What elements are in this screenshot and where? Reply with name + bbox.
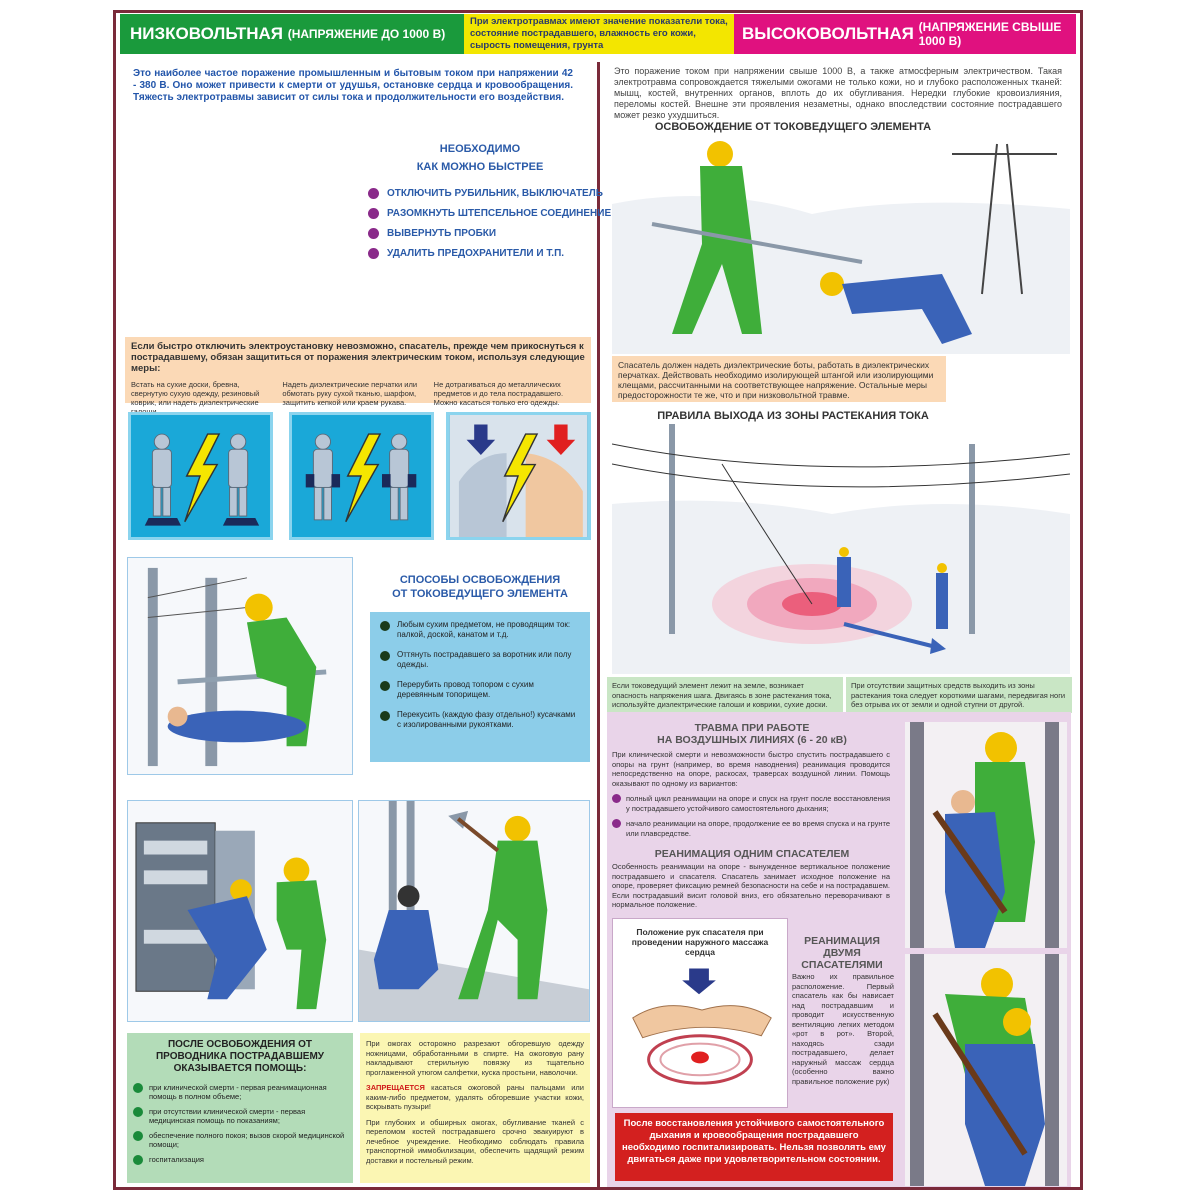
header-middle — [464, 14, 734, 54]
step-voltage-zone-illustration — [612, 424, 1070, 674]
release-caption: Спасатель должен надеть диэлектрические боты, работать в диэлектрических перчатках. Действовать необходимо изолирующей штангой или изолирующими клещами, рассчитанными на соответствующее напряжение. Остальные меры предосторожности те же, что и при низковольтной травме. — [612, 356, 946, 402]
protect-col: Надеть диэлектрические перчатки или обмотать руку сухой тканью, шарфом, защитить кепкой или краем рукава. — [282, 380, 418, 407]
methods-box — [370, 612, 590, 762]
hands-title: Положение рук спасателя при проведении наружного массажа сердца — [631, 927, 769, 957]
method-item: Оттянуть пострадавшего за воротник или полу одежды. — [380, 650, 580, 670]
bullet-icon — [133, 1155, 143, 1165]
urgent-item: УДАЛИТЬ ПРЕДОХРАНИТЕЛИ И Т.П. — [368, 248, 611, 259]
bullet-icon — [133, 1131, 143, 1141]
bullet-icon — [612, 819, 621, 828]
forbid-word: ЗАПРЕЩАЕТСЯ — [366, 1083, 425, 1092]
illustration-cut-wire — [358, 800, 590, 1022]
method-item: Перерубить провод топором с сухим деревянным топорищем. — [380, 680, 580, 700]
method-item: Перекусить (каждую фазу отдельно!) кусачками с изолированными рукоятками. — [380, 710, 580, 730]
bullet-icon — [368, 208, 379, 219]
urgent-title-line2: КАК МОЖНО БЫСТРЕЕ — [416, 161, 544, 173]
protect-head: Если быстро отключить электроустановку невозможно, спасатель, прежде чем прикоснуться к пострадавшему, обязан защититься от поражения электрическим током, используя следующие меры: — [131, 341, 585, 374]
urgent-item: РАЗОМКНУТЬ ШТЕПСЕЛЬНОЕ СОЕДИНЕНИЕ — [368, 208, 611, 219]
zone-caption-right: При отсутствии защитных средств выходить из зоны растекания тока следует короткими шагами, передвигая ноги без отрыва их от земли и одной ступни от другой. — [846, 677, 1072, 713]
trauma-title — [612, 722, 892, 746]
bullet-icon — [612, 794, 621, 803]
bullet-icon — [133, 1107, 143, 1117]
bullet-icon — [380, 651, 390, 661]
illustration-two-rescuers — [905, 954, 1067, 1186]
bullet-icon — [368, 228, 379, 239]
illustration-hv-release — [612, 134, 1070, 354]
dielectric-gloves-icon — [292, 415, 431, 537]
after-help-item: при отсутствии клинической смерти - первая медицинская помощь по показаниям; — [133, 1107, 347, 1125]
urgent-item: ВЫВЕРНУТЬ ПРОБКИ — [368, 228, 611, 239]
two-rescuers-pole-illustration — [905, 954, 1067, 1186]
illustration-pull-with-stick — [127, 557, 353, 775]
two-rescuers-title-line2: ДВУМЯ СПАСАТЕЛЯМИ — [801, 947, 883, 971]
one-rescuer-pole-illustration — [905, 722, 1067, 948]
methods-title — [370, 573, 590, 601]
insulating-mat-icon — [131, 415, 270, 537]
urgent-title-line1: НЕОБХОДИМО — [439, 143, 521, 155]
trauma-text: При клинической смерти и невозможности быстро спустить пострадавшего с опоры на грунт (например, во время наводнения) реанимация проводится непосредственно на опоре, раскосах, траверсах воздушной линии. Помощь оказывают по одному из вариантов: полный цикл реанимации на опоре и спуск на грунт после восстановления у пострадавшего устойчивого самостоятельного дыхания; начало реанимации на опоре, продолжение ее во время спуска и на грунте или плавсредстве. — [612, 750, 890, 838]
release-title: ОСВОБОЖДЕНИЕ ОТ ТОКОВЕДУЩЕГО ЭЛЕМЕНТА — [654, 121, 932, 133]
after-help-item: госпитализация — [133, 1155, 347, 1165]
burns-text-deep: При глубоких и обширных ожогах, обугливание тканей с переломом костей пострадавшего срочно эвакуируют в лечебное учреждение. Необходимо соблюдать правила транспортной иммобилизации, обеспечить щадящий режим доставки и постельный режим. — [366, 1117, 584, 1165]
protect-col: Встать на сухие доски, бревна, свернутую сухую одежду, резиновый коврик, или надеть диэлектрические — [131, 380, 260, 407]
bullet-icon — [380, 681, 390, 691]
burns-forbid: ЗАПРЕЩАЕТСЯ касаться ожоговой раны пальцами или каким-либо предметом, удалять обгоревшие участки кожи, вскрывать пузыри! — [366, 1083, 584, 1111]
high-subtitle: (НАПРЯЖЕНИЕ СВЫШЕ 1000 В) — [918, 20, 1062, 48]
burns-text: При ожогах осторожно разрезают обгоревшую одежду ножницами, обработанными в спирте. На ожоговую рану накладывают стерильную повязку из тщательно проглаженной утюгом салфетки, куска простыни, наволочки. — [366, 1039, 584, 1077]
trauma-item: полный цикл реанимации на опоре и спуск на грунт после восстановления у пострадавшего устойчивого самостоятельного дыхания; — [612, 794, 890, 813]
two-rescuers-title — [790, 935, 894, 971]
low-subtitle: (НАПРЯЖЕНИЕ ДО 1000 В) — [287, 27, 446, 41]
rescue-pull-illustration — [128, 558, 352, 774]
warning-box: После восстановления устойчивого самостоятельного дыхания и кровообращения пострадавшего необходимо госпитализировать. Нельзя позволять ему двигаться даже при удовлетворительном состоянии. — [615, 1113, 893, 1181]
bullet-icon — [380, 711, 390, 721]
zone-title: ПРАВИЛА ВЫХОДА ИЗ ЗОНЫ РАСТЕКАНИЯ ТОКА — [657, 410, 929, 422]
high-title: ВЫСОКОВОЛЬТНАЯ — [742, 24, 914, 43]
header-middle-text: При электротравмах имеют значение показатели тока, состояние пострадавшего, влажность его кожи, сырость помещения, грунта — [470, 16, 728, 51]
bullet-icon — [368, 188, 379, 199]
trauma-item: начало реанимации на опоре, продолжение ее во время спуска и на грунте или плавсредстве. — [612, 819, 890, 838]
methods-title-line1: СПОСОБЫ ОСВОБОЖДЕНИЯ — [399, 574, 561, 586]
trauma-title-line1: ТРАВМА ПРИ РАБОТЕ — [694, 722, 810, 734]
after-help-item: при клинической смерти - первая реанимационная помощь в полном объеме; — [133, 1083, 347, 1101]
urgent-list — [368, 188, 611, 268]
method-item: Любым сухим предметом, не проводящим ток: палкой, доской, канатом и т.д. — [380, 620, 580, 640]
two-rescuers-text: Важно их правильное расположение. Первый спасатель как бы нависает над пострадавшим и проводит искусственную вентиляцию легких методом «рот в рот». Второй, находясь сзади пострадавшего, делает наружный массаж сердца (особенно важно правильное положение рук) — [792, 972, 894, 1086]
pull-by-collar-illustration — [128, 801, 352, 1021]
two-rescuers-title-line1: РЕАНИМАЦИЯ — [804, 935, 880, 947]
illustration-pull-collar — [127, 800, 353, 1022]
after-help-item: обеспечение полного покоя; вызов скорой медицинской помощи; — [133, 1131, 347, 1149]
bullet-icon — [380, 621, 390, 631]
burns-box — [360, 1033, 590, 1183]
zone-caption-left: Если токоведущий элемент лежит на земле, возникает опасность напряжения шага. Двигаясь в зоне растекания тока, используйте диэлектрические галоши и коврики, сухие доски. — [607, 677, 843, 713]
illustration-step-voltage — [612, 424, 1070, 674]
methods-title-line2: ОТ ТОКОВЕДУЩЕГО ЭЛЕМЕНТА — [392, 588, 568, 600]
protect-box — [125, 337, 591, 407]
right-intro: Это поражение током при напряжении свыше 1000 В, а также атмосферным электричеством. Такая электротравма сопровождается тяжелыми ожогами не только кожи, но и глубоко расположенных тканей: мышц, костей, внутренних органов, вплоть до их обугливания. Нередки глубокие кровоизлияния, переломы костей. Внешне эти проявления незаметны, однако впоследствии состояние пострадавшего может резко ухудшиться. — [614, 66, 1062, 120]
touch-clothes-icon — [449, 415, 588, 537]
protect-col: Не дотрагиваться до металлических предметов и до тела пострадавшего. Можно касаться только его одежды. — [433, 380, 564, 407]
after-help-title: ПОСЛЕ ОСВОБОЖДЕНИЯ ОТ ПРОВОДНИКА ПОСТРАДАВШЕМУ ОКАЗЫВАЕТСЯ ПОМОЩЬ: — [155, 1039, 325, 1074]
hv-rod-rescue-illustration — [612, 134, 1070, 354]
after-help-box — [127, 1033, 353, 1183]
hands-position-box — [612, 918, 788, 1108]
urgent-item: ОТКЛЮЧИТЬ РУБИЛЬНИК, ВЫКЛЮЧАТЕЛЬ — [368, 188, 611, 199]
one-rescuer-text: Особенность реанимации на опоре - вынужденное вертикальное положение пострадавшего и спасателя. Спасатель занимает исходное положение на опоре, проверяет фиксацию ремней безопасности на себе и на пострадавшем. Если пострадавший висит головой вниз, его обязательно переворачивают в нормальное положение. — [612, 862, 890, 909]
header-low-voltage — [120, 14, 464, 54]
urgent-title — [370, 140, 590, 176]
header-high-voltage — [734, 14, 1076, 54]
trauma-title-line2: НА ВОЗДУШНЫХ ЛИНИЯХ (6 - 20 кВ) — [657, 734, 847, 746]
bullet-icon — [133, 1083, 143, 1093]
bullet-icon — [368, 248, 379, 259]
pictogram-insulating-mat — [128, 412, 273, 540]
illustration-one-rescuer — [905, 722, 1067, 948]
low-title: НИЗКОВОЛЬТНАЯ — [130, 24, 283, 43]
pictogram-gloves — [289, 412, 434, 540]
left-intro: Это наиболее частое поражение промышленным и бытовым током при напряжении 42 - 380 В. Оно может привести к смерти от удушья, остановке сердца и кровообращения. Тяжесть электротравмы зависит от силы тока и продолжительности его воздействия. — [133, 68, 573, 103]
hands-massage-icon — [613, 919, 787, 1107]
one-rescuer-title: РЕАНИМАЦИЯ ОДНИМ СПАСАТЕЛЕМ — [654, 848, 850, 860]
pictogram-clothes-only — [446, 412, 591, 540]
cut-wire-axe-illustration — [359, 801, 589, 1021]
